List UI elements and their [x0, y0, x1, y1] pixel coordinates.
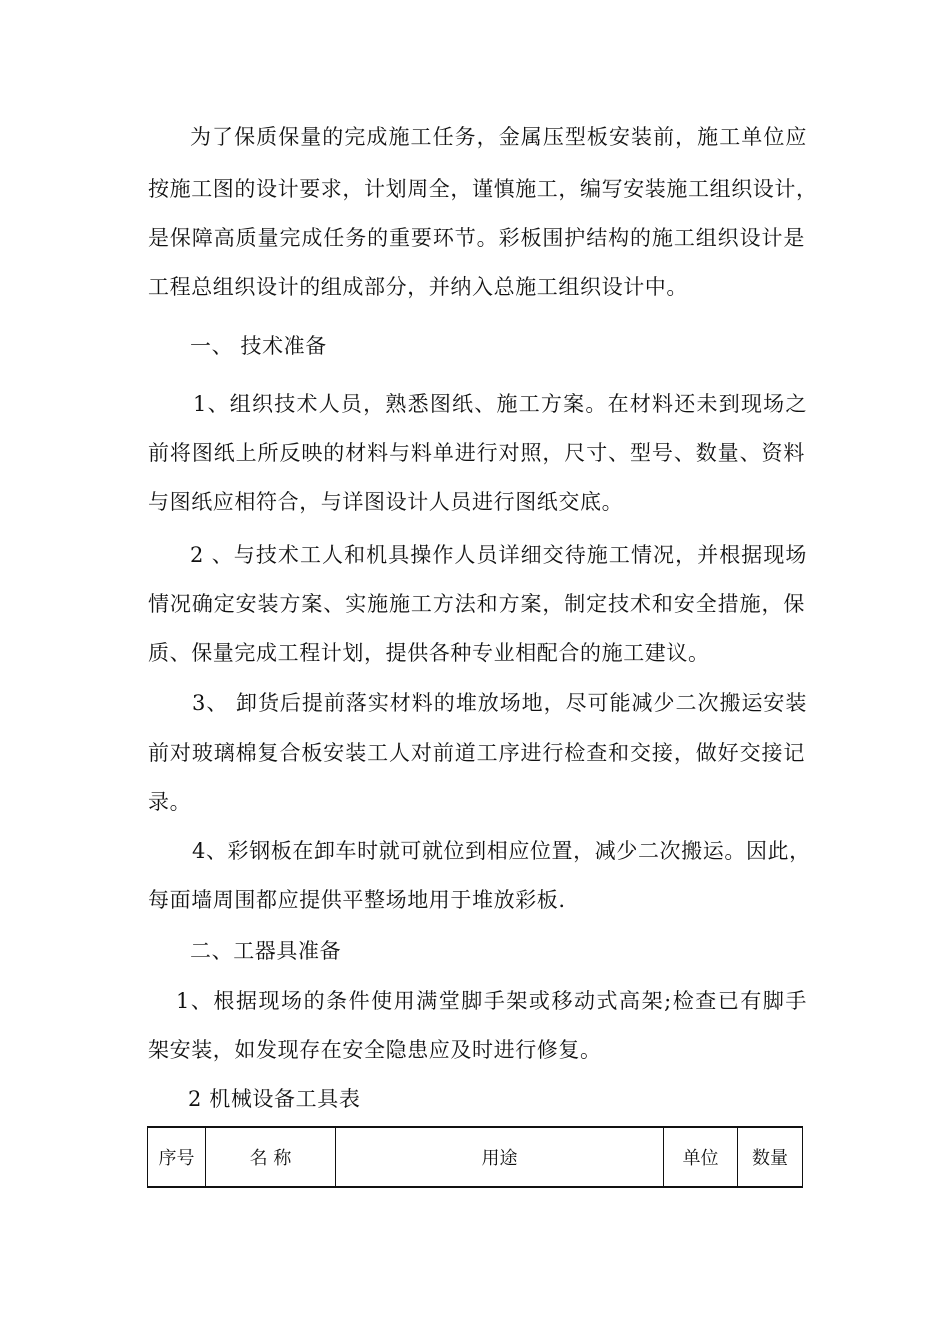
s1-item3-line-2: 前对玻璃棉复合板安装工人对前道工序进行检查和交接，做好交接记	[148, 741, 805, 765]
col-unit: 单位	[664, 1127, 738, 1187]
intro-line-4: 工程总组织设计的组成部分，并纳入总施工组织设计中。	[148, 275, 688, 299]
intro-line-3: 是保障高质量完成任务的重要环节。彩板围护结构的施工组织设计是	[148, 226, 805, 250]
s1-item3-line-1: 3、 卸货后提前落实材料的堆放场地，尽可能减少二次搬运安装	[192, 691, 807, 715]
s2-item1-line-1: 1、根据现场的条件使用满堂脚手架或移动式高架;检查已有脚手	[176, 989, 807, 1013]
col-index: 序号	[148, 1127, 206, 1187]
s1-item4-line-1: 4、彩钢板在卸车时就可就位到相应位置，减少二次搬运。因此，	[192, 839, 811, 863]
table-header-row	[148, 1127, 803, 1187]
s1-item1-line-1: 1、组织技术人员，熟悉图纸、施工方案。在材料还未到现场之	[193, 392, 807, 416]
equipment-table	[147, 1126, 803, 1188]
s1-item1-line-3: 与图纸应相符合，与详图设计人员进行图纸交底。	[148, 490, 624, 514]
s1-item2-line-1: 2 、与技术工人和机具操作人员详细交待施工情况，并根据现场	[190, 543, 807, 567]
s2-item1-line-2: 架安装，如发现存在安全隐患应及时进行修复。	[148, 1038, 602, 1062]
section-2-heading: 二、工器具准备	[190, 939, 342, 963]
s1-item1-line-2: 前将图纸上所反映的材料与料单进行对照，尺寸、型号、数量、资料	[148, 441, 805, 465]
s1-item2-line-2: 情况确定安装方案、实施施工方法和方案，制定技术和安全措施，保	[148, 592, 805, 616]
section-1-heading: 一、 技术准备	[190, 334, 327, 358]
s1-item3-line-3: 录。	[148, 790, 192, 814]
col-purpose: 用途	[336, 1127, 664, 1187]
s1-item4-line-2: 每面墙周围都应提供平整场地用于堆放彩板.	[148, 888, 566, 912]
s1-item2-line-3: 质、保量完成工程计划，提供各种专业相配合的施工建议。	[148, 641, 710, 665]
col-quantity: 数量	[738, 1127, 803, 1187]
intro-line-2: 按施工图的设计要求，计划周全，谨慎施工，编写安装施工组织设计，	[148, 177, 818, 201]
intro-line-1: 为了保质保量的完成施工任务，金属压型板安装前，施工单位应	[190, 125, 807, 149]
table-title: 2 机械设备工具表	[188, 1087, 361, 1111]
col-name: 名 称	[206, 1127, 336, 1187]
